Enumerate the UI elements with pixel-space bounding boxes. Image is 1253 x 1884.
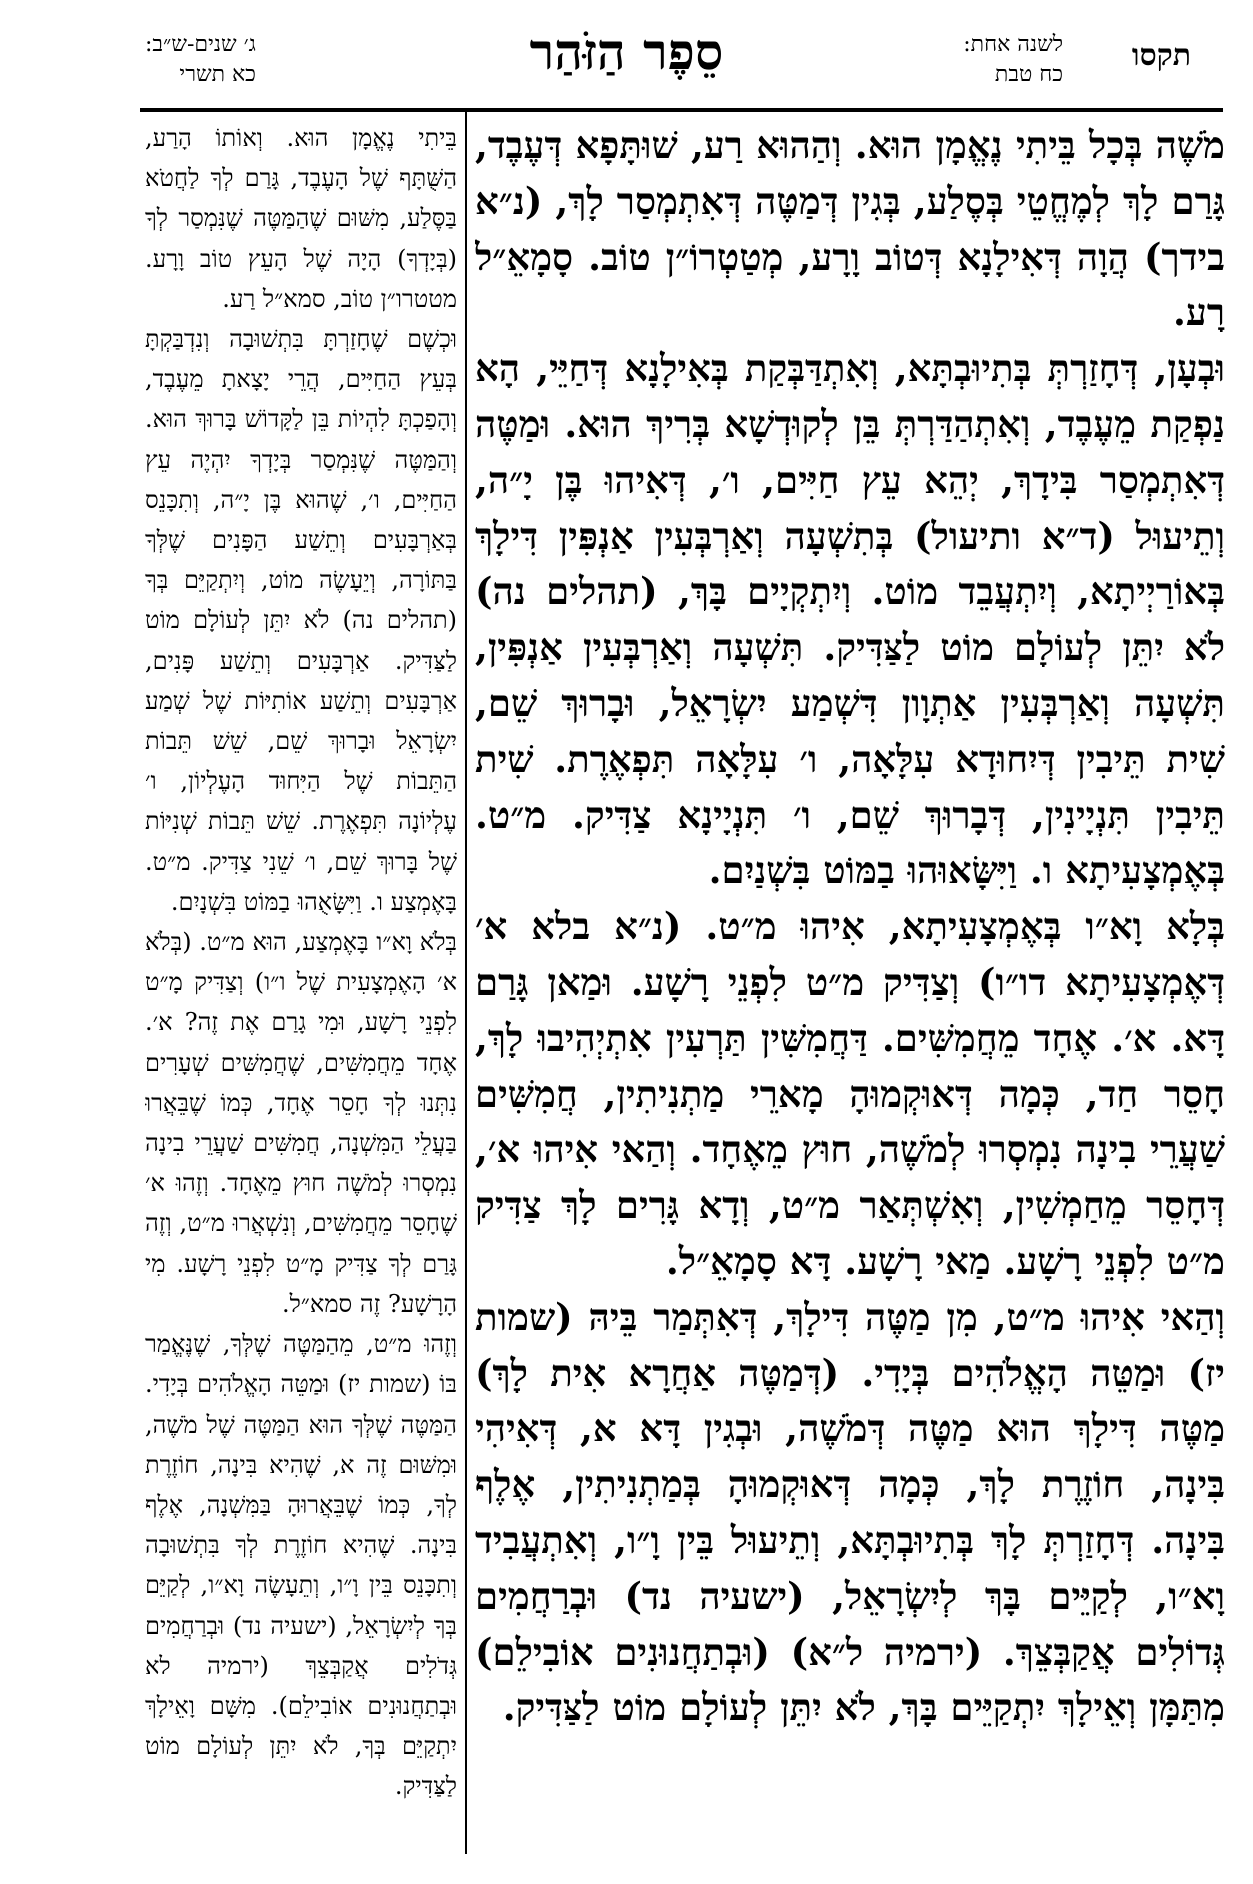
commentary-paragraph: בְּלֹא וָא״ו בָּאֶמְצַע, הוּא מ״ט. (בְּלֹא א׳ הָאֶמְצָעִית שֶׁל ו״ו) וְצַדִּיק מָ״ט לִפְנֵי רָשָׁע, וּמִי גָרַם אֶת זֶה? א׳. אֶחָד מֵחֲמִשִּׁים, שֶׁחֲמִשִּׁים שְׁעָרִים נִתְּנוּ לְךָ חָסֵר אֶחָד, כְּמוֹ שֶׁבֵּאֲרוּ בַּעֲלֵי הַמִּשְׁנָה, חֲמִשִּׁים שַׁעֲרֵי בִינָה נִמְסְרוּ לְמֹשֶׁה חוּץ מֵאֶחָד. וְזֶהוּ א׳ שֶׁחָסֵר מֵחֲמִשִּׁים, וְנִשְׁאֲרוּ מ״ט, וְזֶה גָּרַם לְךָ צַדִּיק מָ״ט לִפְנֵי רָשָׁע. מִי הָרָשָׁע? זֶה סמא״ל. xyxy=(145,928,457,1318)
header-rule xyxy=(140,108,1223,112)
commentary-paragraph: וּכְשֶׁם שֶׁחָזַרְתָּ בִּתְשׁוּבָה וְנִדְבַּקְתָּ בְּעֵץ הַחַיִּים, הֲרֵי יָצָאתָ מֵעֶבֶד, וְהָפַכְתָּ לִהְיוֹת בֵּן לַקָּדוֹשׁ בָּרוּךְ הוּא. וְהַמַּטֶּה שֶׁנִּמְסַר בְּיָדְךָ יִהְיֶה עֵץ הַחַיִּים, ו׳, שֶׁהוּא בֶּן יָ״ה, וְתִכָּנֵס בְּאַרְבָּעִים וְתֵשַׁע הַפָּנִים שֶׁלְּךָ בַּתּוֹרָה, וְיֵעָשֶׂה מוֹט, וְיִתְקַיֵּם בְּךָ (תהלים נה) לֹא יִתֵּן לְעוֹלָם מוֹט לַצַּדִּיק. אַרְבָּעִים וְתֵשַׁע פָּנִים, אַרְבָּעִים וְתֵשַׁע אוֹתִיּוֹת שֶׁל שְׁמַע יִשְׂרָאֵל וּבָרוּךְ שֵׁם, שֵׁשׁ תֵּבוֹת הַתֵּבוֹת שֶׁל הַיִּחוּד הָעֶלְיוֹן, ו׳ עֶלְיוֹנָה תִּפְאֶרֶת. שֵׁשׁ תֵּבוֹת שְׁנִיּוֹת שֶׁל בָּרוּךְ שֵׁם, ו׳ שֵׁנִי צַדִּיק. מ״ט. בָּאֶמְצַע ו. וַיִּשָּׂאֻהוּ בַמּוֹט בִּשְׁנָיִם. xyxy=(145,325,457,916)
main-text-column xyxy=(475,118,1225,1858)
commentary-column xyxy=(145,118,457,1858)
header-tikunim: תקסו xyxy=(1131,38,1191,73)
column-divider xyxy=(465,112,467,1854)
header-right-line1: לשנה אחת: xyxy=(963,32,1063,57)
main-paragraph: וּבְעָן, דְּחָזַרְתְּ בְּתִיוּבְתָּא, וְאִתְדַּבְּקַת בְּאִילָנָא דְּחַיֵּי, הָא נַפְקַת מֵעֶבֶד, וְאִתְהַדַּרְתְּ בֵּן לְקוּדְשָׁא בְּרִיךְ הוּא. וּמַטֶּה דְּאִתְמְסַר בִּידָךְ, יְהֵא עֵץ חַיִּים, ו׳, דְּאִיהוּ בֶּן יָ״ה, וְתֵיעוּל (ד״א ותיעול) בְּתִשְׁעָה וְאַרְבְּעִין אַנְפִּין דִּילָךְ בְּאוֹרַיְיתָא, וְיִתְעֲבֵד מוֹט. וְיִתְקְיָים בָּךְ, (תהלים נה) לֹא יִתֵּן לְעוֹלָם מוֹט לַצַּדִּיק. תִּשְׁעָה וְאַרְבְּעִין אַנְפִּין, תִּשְׁעָה וְאַרְבְּעִין אַתְוָון דִּשְׁמַע יִשְׂרָאֵל, וּבָרוּךְ שֵׁם, שִׁית תֵּיבִין דְּיִחוּדָא עִלָּאָה, ו׳ עִלָּאָה תִּפְאֶרֶת. שִׁית תֵּיבִין תִּנְיָינִין, דְּבָרוּךְ שֵׁם, ו׳ תִּנְיָינָא צַדִּיק. מ״ט. בְּאֶמְצָעִיתָא ו. וַיִּשָּׂאוּהוּ בַמּוֹט בִּשְׁנַיִם. xyxy=(475,346,1225,893)
main-paragraph: מֹשֶׁה בְּכָל בֵּיתִי נֶאֱמָן הוּא. וְהַהוּא רַע, שׁוּתָּפָא דְּעֶבֶד, גָּרַם לָךְ לְמֶחֱטֵי בְּסֶלַע, בְּגִין דְּמַטֶּה דְּאִתְמְסַר לָךְ, (נ״א בידך) הֲוָה דְּאִילָנָא דְּטוֹב וָרָע, מְטַטְרוֹ״ן טוֹב. סָמָאֵ״ל רָע. xyxy=(475,123,1225,335)
main-paragraph: בְּלָא וָא״ו בְּאֶמְצָעִיתָא, אִיהוּ מ״ט. (נ״א בלא א׳ דְּאֶמְצָעִיתָא דו״ו) וְצַדִּיק מ״ט לִפְנֵי רָשָׁע. וּמַאן גָּרַם דָּא. א׳. אֶחָד מֵחֲמִשִּׁים. דַּחֲמִשִּׁין תַּרְעִין אִתְיְהִיבוּ לָךְ, חָסֵר חַד, כְּמָה דְּאוּקְמוּהָ מָארֵי מַתְנִיתִין, חֲמִשִּׁים שַׁעֲרֵי בִינָה נִמְסְרוּ לְמֹשֶׁה, חוּץ מֵאֶחָד. וְהַאי אִיהוּ א׳, דְּחָסֵר מֵחַמְשִׁין, וְאִשְׁתְּאַר מ״ט, וְדָא גָּרִים לָךְ צַדִּיק מ״ט לִפְנֵי רָשָׁע. מַאי רָשָׁע. דָּא סָמָאֵ״ל. xyxy=(475,904,1225,1283)
header-left-line2: כא תשרי xyxy=(179,62,256,87)
header-left-line1: ג׳ שנים-ש״ב: xyxy=(145,32,256,57)
commentary-paragraph: וְזֶהוּ מ״ט, מֵהַמַּטֶּה שֶׁלְּךָ, שֶׁנֶּאֱמַר בּוֹ (שמות יז) וּמַטֵּה הָאֱלֹהִים בְּיָדִי. הַמַּטֶּה שֶׁלְּךָ הוּא הַמַּטֶּה שֶׁל מֹשֶׁה, וּמִשּׁוּם זֶה א, שֶׁהִיא בִּינָה, חוֹזֶרֶת לְךָ, כְּמוֹ שֶׁבֵּאֲרוּהָ בַּמִּשְׁנָה, אֶלֶף בִּינָה. שֶׁהִיא חוֹזֶרֶת לְךָ בִּתְשׁוּבָה וְתִכָּנֵס בֵּין וָ״ו, וְתֵעָשֶׂה וָא״ו, לְקַיֵּם בְּךָ לְיִשְׂרָאֵל, (ישעיה נד) וּבְרַחֲמִים גְּדֹלִים אֲקַבְּצֵךְ (ירמיה לא וּבְתַחֲנוּנִים אוֹבִילֵם). מִשָּׁם וָאֵילָךְ יִתְקַיֵּם בְּךָ, לֹא יִתֵּן לְעוֹלָם מוֹט לַצַּדִּיק. xyxy=(145,1330,457,1801)
main-paragraph: וְהַאי אִיהוּ מ״ט, מִן מַטֶּה דִּילָךְ, דְּאִתְּמַר בֵּיהּ (שמות יז) וּמַטֵּה הָאֱלֹהִים בְּיָדִי. (דְּמַטֶּה אַחֲרָא אִית לָךְ) מַטֶּה דִּילָךְ הוּא מַטֶּה דְּמֹשֶׁה, וּבְגִין דָּא א, דְּאִיהִי בִּינָה, חוֹזֶרֶת לָךְ, כְּמָה דְּאוּקְמוּהָ בְּמַתְנִיתִין, אֶלֶף בִּינָה. דְּחָזַרְתְּ לָךְ בְּתִיוּבְתָּא, וְתֵיעוּל בֵּין וָ״ו, וְאִתְעֲבִיד וָא״ו, לְקַיֵּים בָּךְ לְיִשְׂרָאֵל, (ישעיה נד) וּבְרַחֲמִים גְּדוֹלִים אֲקַבְּצֵךְ. (ירמיה ל״א) (וּבְתַחֲנוּנִים אוֹבִילֵם) מִתַּמָּן וְאֵילָךְ יִתְקַיֵּים בָּךְ, לֹא יִתֵּן לְעוֹלָם מוֹט לַצַּדִּיק. xyxy=(475,1294,1225,1730)
commentary-paragraph: בֵּיתִי נֶאֱמָן הוּא. וְאוֹתוֹ הָרַע, הַשֻּׁתָּף שֶׁל הָעֶבֶד, גָּרַם לְךָ לַחֲטֹא בַּסֶּלַע, מִשּׁוּם שֶׁהַמַּטֶּה שֶׁנִּמְסַר לְךָ (בְּיָדְךָ) הָיָה שֶׁל הָעֵץ טוֹב וָרָע. מטטרו״ן טוֹב, סמא״ל רַע. xyxy=(145,124,457,313)
header-right-line2: כח טבת xyxy=(994,62,1063,87)
header-left-info xyxy=(145,30,256,90)
page-title: סֵפֶר הַזֹּהַר xyxy=(529,22,724,81)
